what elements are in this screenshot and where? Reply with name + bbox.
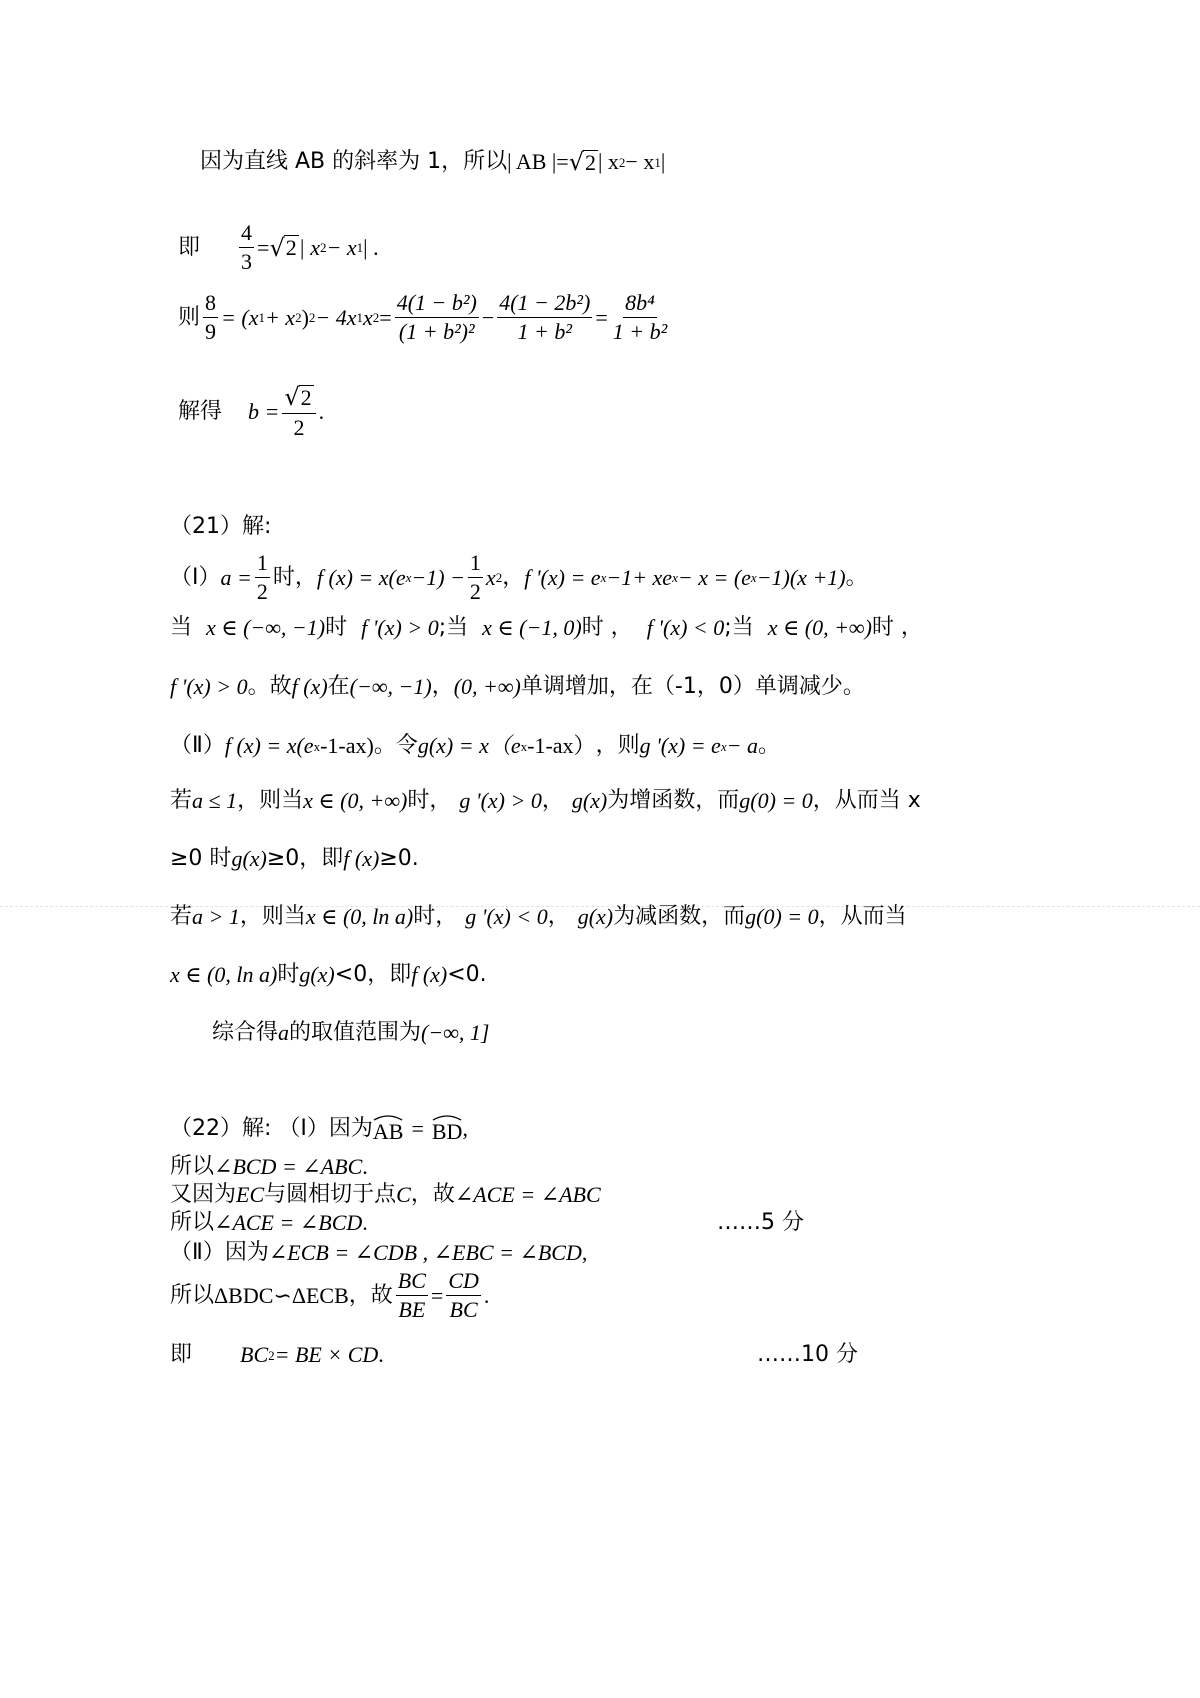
p20-line-slope: 因为直线 AB 的斜率为 1，所以 | AB |= √ 2 | x 2 − x 1 | <box>200 148 666 177</box>
sqrt-symbol: √ 2 <box>568 148 596 177</box>
sqrt-symbol: √ 2 <box>269 233 297 262</box>
p21-monotonic-conclusion: f '(x) > 0 。故 f (x) 在 (−∞, −1) ， (0, +∞) 单调增加，在（-1，0）单调减少。 <box>170 674 865 699</box>
p21-monotonic-cases: 当 x ∈ (−∞, −1) 时 f '(x) > 0 ;当 x ∈ (−1, 0) 时 ， f '(x) < 0 ;当 x ∈ (0, +∞) 时 ， <box>170 615 923 640</box>
p21-heading: （21）解: <box>170 514 272 539</box>
sqrt-symbol: √ 2 <box>284 383 312 412</box>
p20-line-solution: 解得 b = √ 2 2 . <box>178 383 325 441</box>
fraction: $\frac{1}{2}$ <box>469 550 481 604</box>
p21-part1-derivative: （Ⅰ） a = $\frac{1}{2}$ 时， f (x) = x(e x −1) − $\frac{1}{2}$ x 2 ， f '(x) = e x −1+ xe x − x = (e x −1)(x +1) 。 <box>170 550 868 604</box>
p21-case-a-le-1-result: ≥0 时 g(x) ≥0，即 f (x) ≥0. <box>170 846 419 871</box>
score-10: ……10 分 <box>757 1342 858 1367</box>
arc-ab: AB <box>373 1114 404 1143</box>
fraction: $\frac{\text{4(1 − b²)}}{\text{(1 + b²)²}}$ <box>396 290 477 344</box>
p20-line-ab-length: 即 $\frac{4}{3}$ = √ 2 | x 2 − x 1 | . <box>178 220 379 274</box>
p22-angle-equality-1: 所以 ∠BCD = ∠ABC . <box>170 1154 368 1179</box>
p21-case-a-le-1: 若 a ≤ 1 ，则当 x ∈ (0, +∞) 时， g '(x) > 0 ， g(x) 为增函数，而 g(0) = 0 ，从而当 x <box>170 788 921 813</box>
fraction: $\frac{8}{9}$ <box>205 290 217 344</box>
p22-tangent-statement: 又因为 EC 与圆相切于点 C ，故 ∠ACE = ∠ABC <box>170 1182 601 1207</box>
fraction: $\frac{CD}{BC}$ <box>448 1268 479 1322</box>
fraction: $\frac{\text{8b⁴}}{\text{1 + b²}}$ <box>612 290 668 344</box>
p22-final-result: 即 BC 2 = BE × CD . <box>170 1342 384 1367</box>
p22-part2-intro: （Ⅱ）因为 ∠ECB = ∠CDB , ∠EBC = ∠BCD , <box>170 1240 588 1265</box>
fraction: √ 2 2 <box>282 385 315 439</box>
p21-case-a-gt-1: 若 a > 1 ，则当 x ∈ (0, ln a) 时， g '(x) < 0 ， g(x) 为减函数，而 g(0) = 0 ，从而当 <box>170 904 907 929</box>
fraction: $\frac{\text{4(1 − 2b²)}}{\text{1 + b²}}$ <box>499 290 591 344</box>
p21-case-a-gt-1-result: x ∈ (0, ln a) 时 g(x) <0，即 f (x) <0. <box>170 962 487 987</box>
p20-line-vieta: 则 $\frac{8}{9}$ = (x 1 + x 2 ) 2 − 4x 1 x 2 = $\frac{\text{4(1 − b²)}}{\text{(1 + b²)²}}$ − $\frac{\text{4(1 − 2b²)}}{\text{1 + b²}}$ = $\frac{\text{8b⁴}}{\text{1 + b²}}$ <box>178 290 668 344</box>
p22-angle-equality-2: 所以 ∠ACE = ∠BCD . <box>170 1210 368 1235</box>
p21-final-range: 综合得 a 的取值范围为 (−∞, 1] <box>212 1020 490 1045</box>
fraction: $\frac{1}{2}$ <box>256 550 268 604</box>
fraction: $\frac{4}{3}$ <box>241 220 253 274</box>
p22-similar-triangles: 所以 ΔBDC∽ΔECB ，故 $\frac{BC}{BE}$ = $\frac{CD}{BC}$ . <box>170 1268 490 1322</box>
p22-part1-intro: （22）解: （Ⅰ）因为 AB = BD , <box>170 1115 468 1144</box>
arc-bd: BD <box>432 1114 463 1143</box>
score-5: ……5 分 <box>717 1210 804 1235</box>
p21-part2-intro: （Ⅱ） f (x) = x(e x -1-ax) 。令 g(x) = x（e x -1-ax） ，则 g '(x) = e x − a 。 <box>170 733 780 758</box>
fraction: $\frac{BC}{BE}$ <box>397 1268 426 1322</box>
